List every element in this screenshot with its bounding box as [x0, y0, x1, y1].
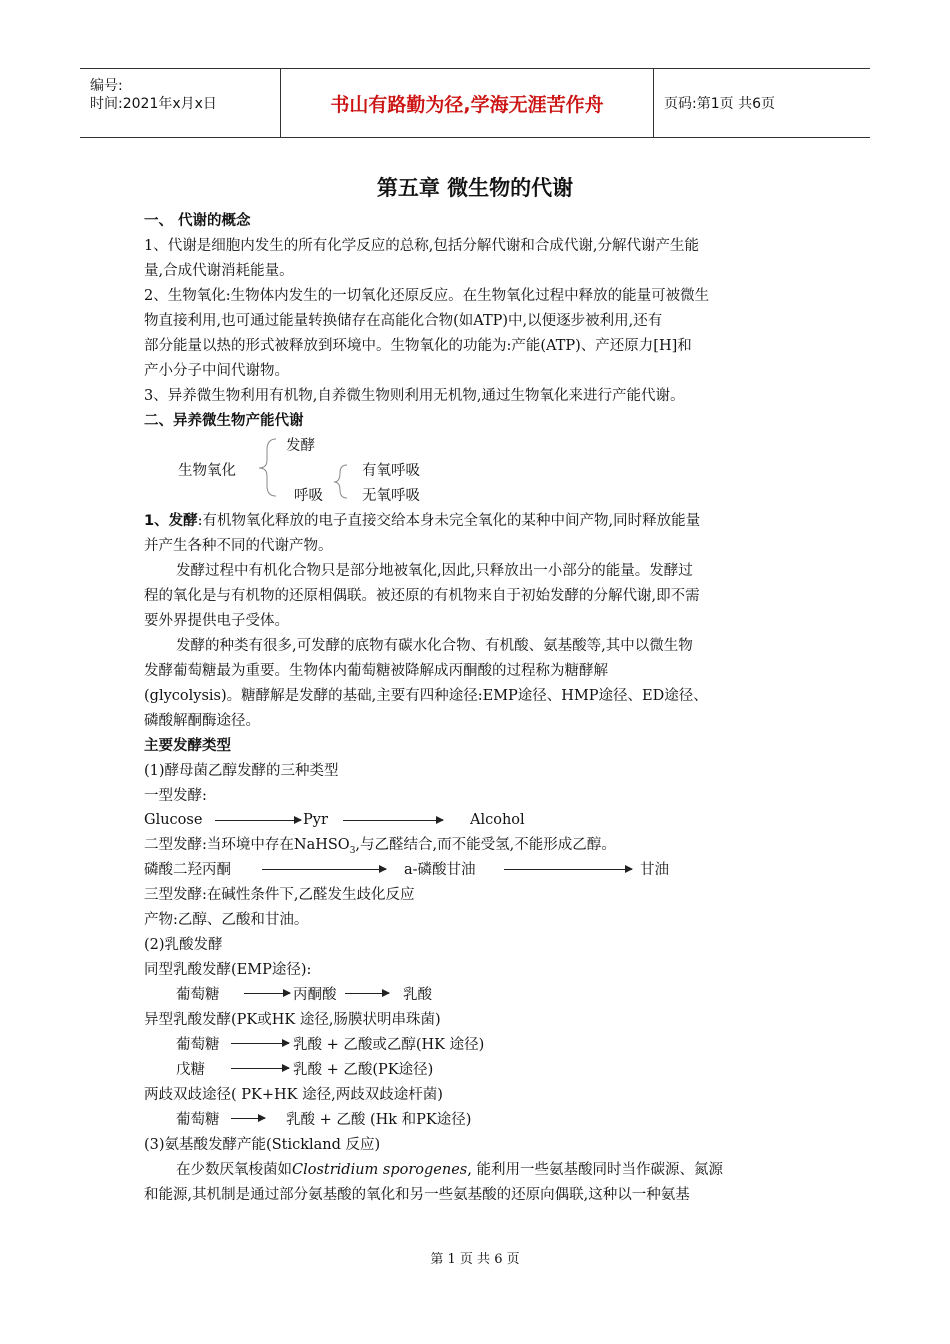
bifido-products: 乳酸 + 乙酸 (Hk 和PK途径) — [286, 1112, 472, 1128]
compound-pentose: 戊糖 — [176, 1062, 205, 1078]
paragraph-line: 物直接利用,也可通过能量转换储存在高能化合物(如ATP)中,以便逐步被利用,还有 — [144, 313, 663, 329]
type3-description: 三型发酵:在碱性条件下,乙醛发生歧化反应 — [144, 887, 415, 903]
compound-glycerol: 甘油 — [640, 862, 669, 878]
compound-glucose-cn: 葡萄糖 — [176, 1112, 220, 1128]
section-heading-types: 主要发酵类型 — [144, 738, 231, 754]
arrow-icon — [262, 869, 386, 870]
species-name: Clostridium sporogenes — [292, 1162, 468, 1178]
arrow-icon — [345, 993, 389, 994]
arrow-icon — [215, 820, 301, 821]
compound-glucose-cn: 葡萄糖 — [176, 987, 220, 1003]
arrow-icon — [244, 993, 290, 994]
type2-description — [144, 835, 616, 861]
paragraph-line: 3、异养微生物利用有机物,自养微生物则利用无机物,通过生物氧化来进行产能代谢。 — [144, 388, 685, 404]
type2-text-cont: ,与乙醛结合,而不能受氢,不能形成乙醇。 — [355, 837, 616, 853]
subheading-yeast: (1)酵母菌乙醇发酵的三种类型 — [144, 763, 339, 779]
paragraph-line: 部分能量以热的形式被释放到环境中。生物氧化的功能为:产能(ATP)、产还原力[H]和 — [144, 338, 692, 354]
compound-alcohol: Alcohol — [470, 812, 525, 828]
type2-text: 二型发酵:当环境中存在NaHSO — [144, 837, 350, 853]
header-motto: 书山有路勤为径,学海无涯苦作舟 — [281, 69, 654, 137]
heterolactic-products-pk: 乳酸 + 乙酸(PK途径) — [293, 1062, 434, 1078]
arrow-icon — [231, 1068, 289, 1069]
document-header — [80, 68, 870, 138]
paragraph-line: 磷酸解酮酶途径。 — [144, 713, 260, 729]
header-meta-cell — [80, 69, 281, 137]
compound-lactate: 乳酸 — [403, 987, 432, 1003]
paragraph-line: 2、生物氧化:生物体内发生的一切氧化还原反应。在生物氧化过程中释放的能量可被微生 — [144, 288, 710, 304]
subscript: 3 — [349, 845, 356, 856]
tree-braces — [250, 436, 400, 508]
paragraph-line — [176, 1160, 723, 1180]
subheading-lactic: (2)乳酸发酵 — [144, 937, 223, 953]
paragraph-line: 量,合成代谢消耗能量。 — [144, 263, 294, 279]
heterolactic-label: 异型乳酸发酵(PK或HK 途径,肠膜状明串珠菌) — [144, 1012, 441, 1028]
paragraph-line: 和能源,其机制是通过部分氨基酸的氧化和另一些氨基酸的还原向偶联,这种以一种氨基 — [144, 1187, 690, 1203]
tree-root-bio-oxidation: 生物氧化 — [178, 463, 236, 479]
tree-leaf-anaerobic: 无氧呼吸 — [362, 488, 420, 504]
compound-glucose-cn: 葡萄糖 — [176, 1037, 220, 1053]
paragraph-line: 发酵的种类有很多,可发酵的底物有碳水化合物、有机酸、氨基酸等,其中以微生物 — [176, 638, 693, 654]
tree-branch-respiration: 呼吸 — [294, 488, 323, 504]
paragraph-line: (glycolysis)。糖酵解是发酵的基础,主要有四种途径:EMP途径、HMP途径、ED途径、 — [144, 688, 708, 704]
page-footer: 第 1 页 共 6 页 — [430, 1252, 520, 1267]
paragraph-line: 程的氧化是与有机物的还原相偶联。被还原的有机物来自于初始发酵的分解代谢,即不需 — [144, 588, 700, 604]
fermentation-definition: :有机物氧化释放的电子直接交给本身未完全氧化的某种中间产物,同时释放能量 — [197, 513, 701, 529]
paragraph-line: 产小分子中间代谢物。 — [144, 363, 289, 379]
heterolactic-products-hk: 乳酸 + 乙酸或乙醇(HK 途径) — [293, 1037, 485, 1053]
tree-leaf-aerobic: 有氧呼吸 — [362, 463, 420, 479]
stickland-text-cont: , 能利用一些氨基酸同时当作碳源、氮源 — [467, 1162, 723, 1178]
compound-a-glycerophosphate: a-磷酸甘油 — [404, 862, 476, 878]
tree-branch-fermentation: 发酵 — [286, 438, 315, 454]
paragraph-line — [144, 511, 700, 531]
paragraph-line: 要外界提供电子受体。 — [144, 613, 289, 629]
arrow-icon — [504, 869, 632, 870]
header-page-info: 页码:第1页 共6页 — [664, 96, 775, 112]
subheading-amino-acid: (3)氨基酸发酵产能(Stickland 反应) — [144, 1137, 381, 1153]
paragraph-line: 1、代谢是细胞内发生的所有化学反应的总称,包括分解代谢和合成代谢,分解代谢产生能 — [144, 238, 699, 254]
homolactic-label: 同型乳酸发酵(EMP途径): — [144, 962, 312, 978]
paragraph-line: 发酵葡萄糖最为重要。生物体内葡萄糖被降解成丙酮酸的过程称为糖酵解 — [144, 663, 608, 679]
paragraph-line: 并产生各种不同的代谢产物。 — [144, 538, 333, 554]
compound-glucose: Glucose — [144, 812, 203, 828]
arrow-icon — [231, 1043, 289, 1044]
compound-pyruvate: 丙酮酸 — [293, 987, 337, 1003]
arrow-icon — [343, 820, 443, 821]
compound-pyr: Pyr — [303, 812, 328, 828]
code-label: 编号: — [90, 78, 123, 94]
arrow-icon — [231, 1118, 265, 1119]
bifido-label: 两歧双歧途径( PK+HK 途径,两歧双歧途杆菌) — [144, 1087, 443, 1103]
products-line: 产物:乙醇、乙酸和甘油。 — [144, 912, 309, 928]
stickland-text: 在少数厌氧梭菌如 — [176, 1162, 292, 1178]
fermentation-term: 1、发酵 — [144, 513, 198, 529]
paragraph-line: 发酵过程中有机化合物只是部分地被氧化,因此,只释放出一小部分的能量。发酵过 — [176, 563, 693, 579]
type1-label: 一型发酵: — [144, 788, 207, 804]
section-heading-2: 二、异养微生物产能代谢 — [144, 413, 304, 429]
section-heading-1: 一、 代谢的概念 — [144, 213, 251, 229]
chapter-title: 第五章 微生物的代谢 — [376, 176, 574, 200]
compound-dhap: 磷酸二羟丙酮 — [144, 862, 231, 878]
date-label: 时间:2021年x月x日 — [90, 96, 217, 112]
